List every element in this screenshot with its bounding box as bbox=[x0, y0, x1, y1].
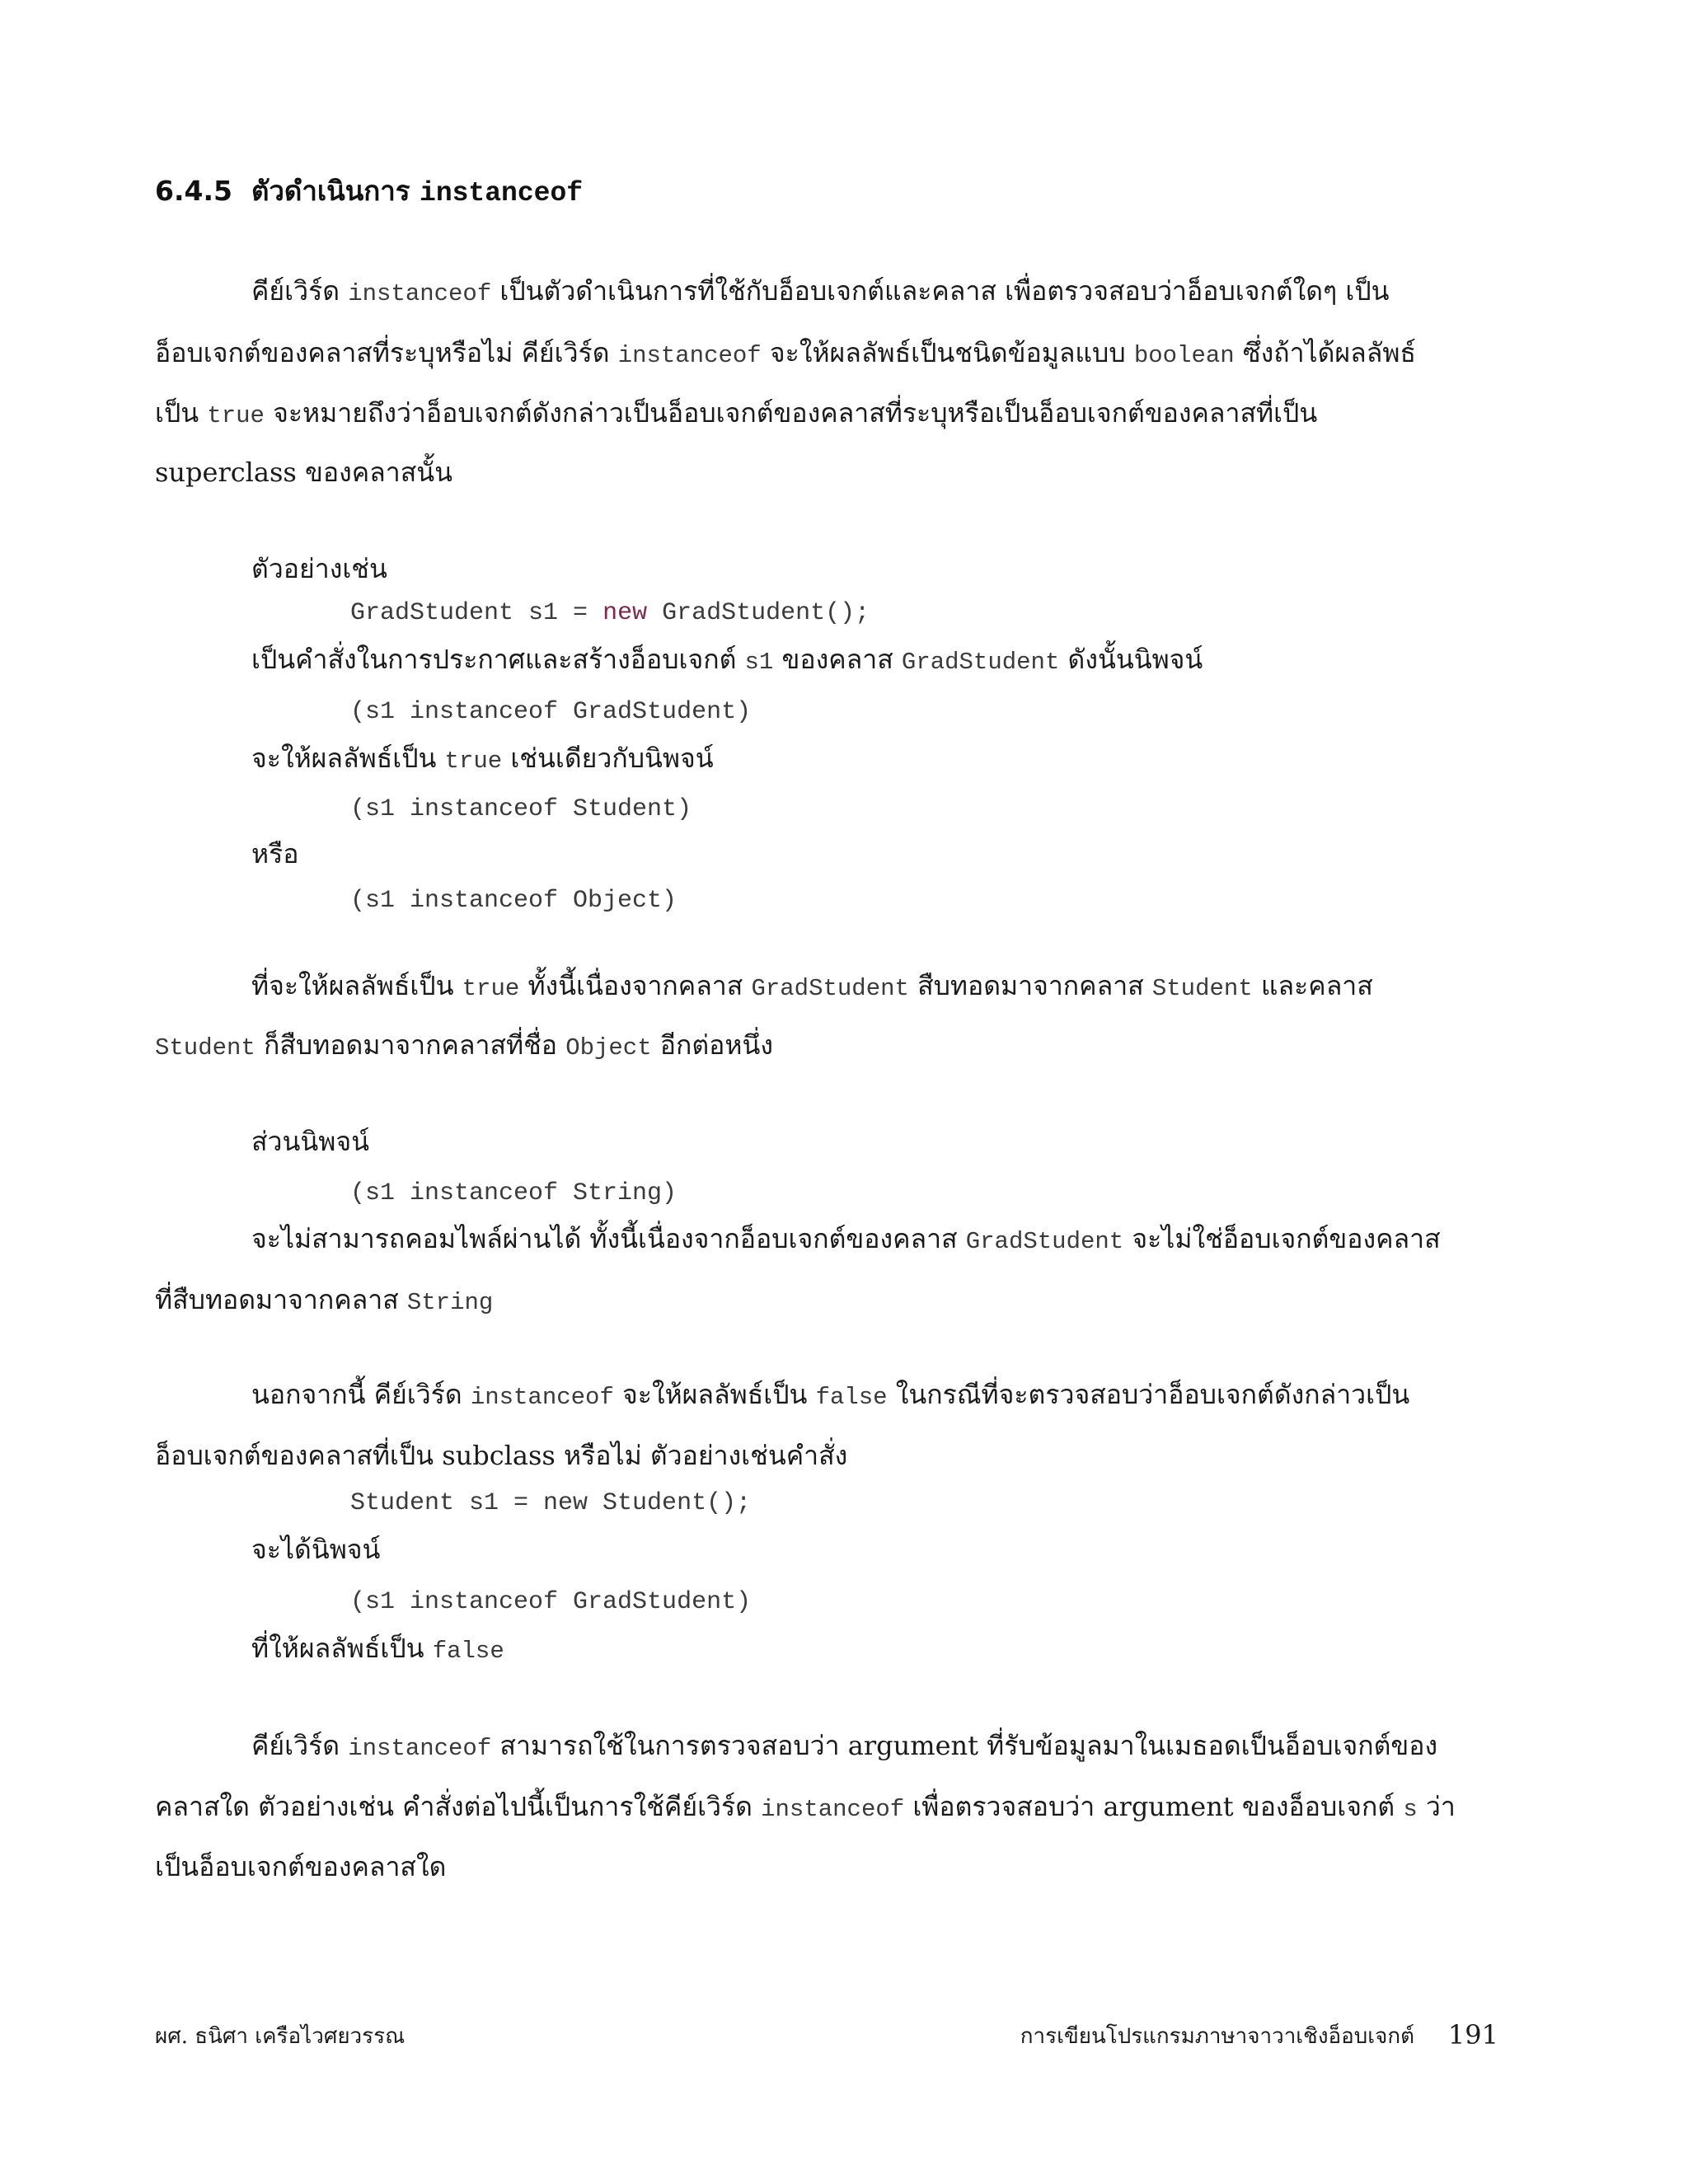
para2-line2: Student ก็สืบทอดมาจากคลาสที่ชื่อ Object อีกต่อหนึ่ง bbox=[155, 1029, 773, 1062]
para1-line4: superclass ของคลาสนั้น bbox=[155, 457, 452, 488]
section-number: 6.4.5 bbox=[155, 175, 232, 207]
code-gradstudent-new: GradStudent s1 = new GradStudent(); bbox=[350, 599, 870, 627]
footer-author: ผศ. ธนิศา เครือไวศยวรรณ bbox=[155, 2024, 406, 2049]
code-instanceof-string: (s1 instanceof String) bbox=[350, 1179, 678, 1207]
page-number: 191 bbox=[1447, 2019, 1498, 2050]
para3-line1: จะไม่สามารถคอมไพล์ผ่านได้ ทั้งนี้เนื่องจากอ็อบเจกต์ของคลาส GradStudent จะไม่ใช่อ็อบเจกต์ของคลาส bbox=[251, 1223, 1441, 1255]
section-title-code: instanceof bbox=[420, 178, 584, 209]
para2-line1: ที่จะให้ผลลัพธ์เป็น true ทั้งนี้เนื่องจากคลาส GradStudent สืบทอดมาจากคลาส Student และคลาส bbox=[251, 970, 1373, 1002]
code-instanceof-student: (s1 instanceof Student) bbox=[350, 795, 692, 823]
para5-line3: เป็นอ็อบเจกต์ของคลาสใด bbox=[155, 1851, 447, 1882]
para1-line1: คีย์เวิร์ด instanceof เป็นตัวดำเนินการที่ใช้กับอ็อบเจกต์และคลาส เพื่อตรวจสอบว่าอ็อบเจกต์ใดๆ เป็น bbox=[251, 275, 1390, 307]
footer-book-title: การเขียนโปรแกรมภาษาจาวาเชิงอ็อบเจกต์ bbox=[1020, 2024, 1414, 2049]
para4-result: ที่ให้ผลลัพธ์เป็น false bbox=[251, 1633, 504, 1665]
para5-line1: คีย์เวิร์ด instanceof สามารถใช้ในการตรวจสอบว่า argument ที่รับข้อมูลมาในเมธอดเป็นอ็อบเจกต์ของ bbox=[251, 1730, 1438, 1762]
para3-line2: ที่สืบทอดมาจากคลาส String bbox=[155, 1284, 494, 1316]
para5-line2: คลาสใด ตัวอย่างเช่น คำสั่งต่อไปนี้เป็นการใช้คีย์เวิร์ด instanceof เพื่อตรวจสอบว่า argument ของอ็อบเจกต์ s ว่า bbox=[155, 1791, 1456, 1823]
example-or: หรือ bbox=[251, 838, 299, 869]
para4-line2: อ็อบเจกต์ของคลาสที่เป็น subclass หรือไม่ ตัวอย่างเช่นคำสั่ง bbox=[155, 1440, 848, 1471]
para1-line2: อ็อบเจกต์ของคลาสที่ระบุหรือไม่ คีย์เวิร์ด instanceof จะให้ผลลัพธ์เป็นชนิดข้อมูลแบบ boolean ซึ่งถ้าได้ผลลัพธ์ bbox=[155, 337, 1416, 369]
section-title: ตัวดำเนินการ bbox=[251, 175, 410, 207]
code-instanceof-gradstudent: (s1 instanceof GradStudent) bbox=[350, 698, 752, 726]
code-instanceof-gradstudent-2: (s1 instanceof GradStudent) bbox=[350, 1588, 752, 1616]
code-instanceof-object: (s1 instanceof Object) bbox=[350, 887, 678, 915]
example-intro: ตัวอย่างเช่น bbox=[251, 553, 387, 584]
para3-intro: ส่วนนิพจน์ bbox=[251, 1126, 369, 1157]
para4-line1: นอกจากนี้ คีย์เวิร์ด instanceof จะให้ผลลัพธ์เป็น false ในกรณีที่จะตรวจสอบว่าอ็อบเจกต์ดังกล่าวเป็น bbox=[251, 1379, 1410, 1411]
example-result: จะให้ผลลัพธ์เป็น true เช่นเดียวกับนิพจน์ bbox=[251, 743, 714, 775]
para1-line3: เป็น true จะหมายถึงว่าอ็อบเจกต์ดังกล่าวเป็นอ็อบเจกต์ของคลาสที่ระบุหรือเป็นอ็อบเจกต์ของคลาสที่เป็น bbox=[155, 397, 1318, 429]
para4-get: จะได้นิพจน์ bbox=[251, 1534, 381, 1565]
section-heading bbox=[155, 173, 583, 212]
code-student-new: Student s1 = new Student(); bbox=[350, 1489, 752, 1517]
example-desc: เป็นคำสั่งในการประกาศและสร้างอ็อบเจกต์ s1 ของคลาส GradStudent ดังนั้นนิพจน์ bbox=[251, 644, 1203, 676]
